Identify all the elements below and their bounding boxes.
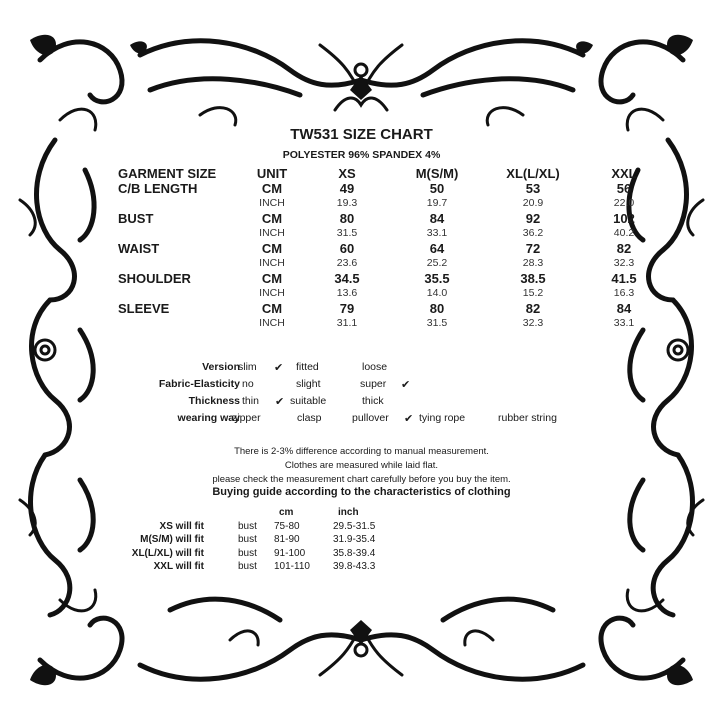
- value-cell: 79: [339, 301, 355, 316]
- table-row: [118, 196, 666, 211]
- unit-cell: CM: [261, 181, 283, 196]
- value-cell: 40.2: [613, 227, 635, 239]
- value-cell: 13.6: [336, 287, 358, 299]
- value-cell: 33.1: [613, 317, 635, 329]
- attr-option: suitable: [290, 395, 327, 407]
- guide-size: XXL will fit: [153, 561, 204, 572]
- attr-option: no: [242, 378, 254, 390]
- attr-option: slim: [238, 361, 257, 373]
- value-cell: 14.0: [426, 287, 448, 299]
- value-cell: 31.5: [336, 227, 358, 239]
- guide-size: XL(L/XL) will fit: [131, 547, 204, 559]
- value-cell: 72: [525, 241, 541, 256]
- list-item: [0, 561, 723, 575]
- measurement-notes: [0, 445, 723, 487]
- value-cell: 49: [339, 181, 355, 196]
- attr-option: slight: [296, 378, 321, 390]
- value-cell: 80: [429, 301, 445, 316]
- value-cell: 33.1: [426, 227, 448, 239]
- value-cell: 41.5: [611, 271, 637, 286]
- table-row: [118, 271, 666, 286]
- value-cell: 50: [429, 181, 445, 196]
- unit-cell: INCH: [259, 317, 285, 329]
- attr-option: thick: [362, 395, 384, 407]
- row-label: SLEEVE: [118, 301, 170, 316]
- guide-col-cm: cm: [279, 507, 294, 518]
- list-item: [0, 548, 723, 562]
- check-icon: ✔: [401, 379, 411, 391]
- row-label: SHOULDER: [118, 271, 191, 286]
- value-cell: 38.5: [520, 271, 546, 286]
- check-icon: ✔: [404, 413, 414, 425]
- attr-option: zipper: [232, 412, 261, 424]
- check-icon: ✔: [275, 396, 285, 408]
- guide-size: XS will fit: [159, 520, 204, 532]
- unit-cell: INCH: [259, 227, 285, 239]
- table-row: [118, 226, 666, 241]
- size-table-header: [118, 166, 666, 181]
- value-cell: 15.2: [522, 287, 544, 299]
- value-cell: 35.5: [424, 271, 450, 286]
- attr-label: wearing way: [177, 412, 240, 424]
- attr-option: super: [360, 378, 387, 390]
- table-row: [118, 181, 666, 196]
- value-cell: 60: [339, 241, 355, 256]
- guide-size: M(S/M) will fit: [140, 534, 204, 545]
- guide-cm: 101-110: [274, 561, 310, 572]
- value-cell: 23.6: [336, 257, 358, 269]
- guide-inch: 35.8-39.4: [333, 547, 376, 559]
- value-cell: 19.3: [336, 197, 358, 209]
- guide-header-row: [0, 507, 723, 521]
- unit-cell: CM: [261, 301, 283, 316]
- attr-label: Thickness: [188, 395, 240, 407]
- header-m: M(S/M): [415, 166, 459, 181]
- value-cell: 84: [429, 211, 445, 226]
- table-row: [118, 241, 666, 256]
- table-row: [118, 301, 666, 316]
- table-row: [118, 316, 666, 331]
- value-cell: 102: [613, 211, 635, 226]
- attr-option: thin: [242, 395, 259, 407]
- list-item: [0, 521, 723, 535]
- note-line: There is 2-3% difference according to manual measurement.: [234, 446, 489, 457]
- note-line: Clothes are measured while laid flat.: [284, 460, 439, 471]
- unit-cell: CM: [261, 211, 283, 226]
- list-item: [0, 534, 723, 548]
- row-label: BUST: [118, 211, 154, 226]
- header-xxl: XXL: [611, 166, 637, 181]
- guide-inch: 29.5-31.5: [333, 520, 376, 532]
- size-table: [118, 166, 666, 331]
- value-cell: 84: [616, 301, 632, 316]
- attr-option: loose: [362, 361, 388, 373]
- unit-cell: CM: [261, 271, 283, 286]
- guide-part: bust: [238, 561, 257, 572]
- guide-part: bust: [238, 547, 257, 559]
- value-cell: 82: [616, 241, 632, 256]
- value-cell: 82: [525, 301, 541, 316]
- header-garment-size: GARMENT SIZE: [118, 166, 217, 181]
- guide-cm: 75-80: [274, 520, 300, 532]
- table-row: [118, 286, 666, 301]
- row-label: WAIST: [118, 241, 160, 256]
- value-cell: 34.5: [334, 271, 360, 286]
- value-cell: 32.3: [613, 257, 635, 269]
- attr-option: rubber string: [498, 412, 557, 424]
- value-cell: 20.9: [522, 197, 544, 209]
- unit-cell: INCH: [259, 257, 285, 269]
- guide-inch: 31.9-35.4: [333, 534, 376, 545]
- value-cell: 53: [525, 181, 541, 196]
- attr-option: tying rope: [419, 412, 466, 424]
- attr-option: pullover: [352, 412, 389, 424]
- chart-title: TW531 SIZE CHART: [290, 126, 433, 143]
- guide-part: bust: [238, 534, 257, 545]
- unit-cell: INCH: [259, 287, 285, 299]
- guide-inch: 39.8-43.3: [333, 561, 376, 572]
- material-subtitle: POLYESTER 96% SPANDEX 4%: [282, 149, 441, 161]
- table-row: [118, 256, 666, 271]
- row-label: C/B LENGTH: [118, 181, 198, 196]
- value-cell: 19.7: [426, 197, 448, 209]
- buying-guide-title: Buying guide according to the characteristics of clothing: [212, 486, 511, 498]
- header-xs: XS: [338, 166, 356, 181]
- attr-option: clasp: [297, 412, 322, 424]
- note-line: please check the measurement chart carefully before you buy the item.: [212, 474, 511, 485]
- guide-part: bust: [238, 520, 257, 532]
- value-cell: 25.2: [426, 257, 448, 269]
- attr-option: fitted: [296, 361, 319, 373]
- buying-guide-table: [0, 507, 723, 575]
- value-cell: 36.2: [522, 227, 544, 239]
- guide-cm: 91-100: [274, 547, 306, 559]
- value-cell: 16.3: [613, 287, 635, 299]
- unit-cell: CM: [261, 241, 283, 256]
- check-icon: ✔: [274, 362, 284, 374]
- guide-cm: 81-90: [274, 534, 300, 545]
- value-cell: 32.3: [522, 317, 544, 329]
- value-cell: 56: [616, 181, 632, 196]
- value-cell: 31.1: [336, 317, 358, 329]
- value-cell: 64: [429, 241, 445, 256]
- value-cell: 31.5: [426, 317, 448, 329]
- value-cell: 80: [339, 211, 355, 226]
- value-cell: 92: [525, 211, 541, 226]
- value-cell: 22.0: [613, 197, 635, 209]
- guide-col-inch: inch: [338, 507, 359, 518]
- header-xl: XL(L/XL): [506, 166, 560, 181]
- attr-label: Version: [202, 361, 240, 373]
- unit-cell: INCH: [259, 197, 285, 209]
- attr-label: Fabric-Elasticity: [158, 378, 240, 390]
- header-unit: UNIT: [256, 166, 288, 181]
- table-row: [118, 211, 666, 226]
- value-cell: 28.3: [522, 257, 544, 269]
